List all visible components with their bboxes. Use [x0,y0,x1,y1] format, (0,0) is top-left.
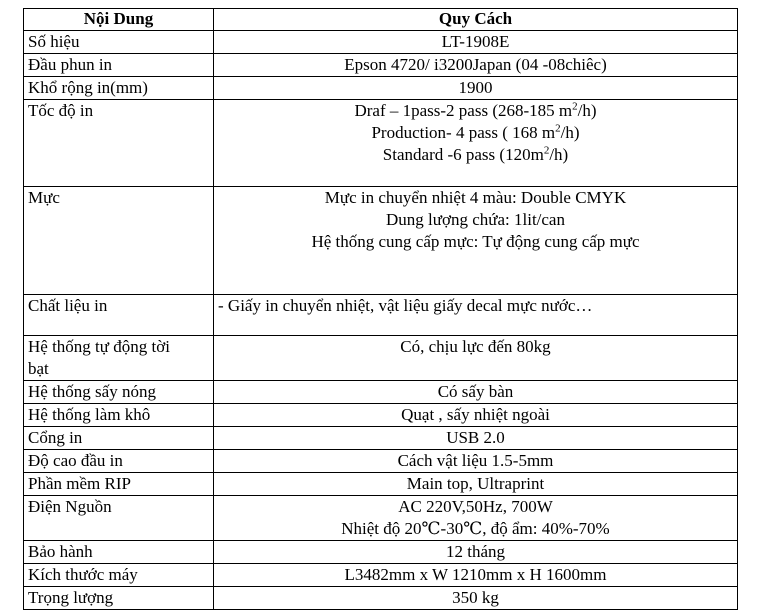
row-label: Cổng in [24,427,214,450]
row-value [214,187,738,295]
ink-line: Dung lượng chứa: 1lit/can [386,210,565,229]
row-value: Main top, Ultraprint [214,473,738,496]
table-row [24,496,738,541]
table-row [24,541,738,564]
row-value: AC 220V,50Hz, 700W Nhiệt độ 20℃-30℃, độ ẩm: 40%-70% [214,496,738,541]
row-label: Số hiệu [24,31,214,54]
row-value: Cách vật liệu 1.5-5mm [214,450,738,473]
ink-line: Hệ thống cung cấp mực: Tự động cung cấp mực [311,232,640,251]
row-value: 350 kg [214,587,738,610]
row-label: Điện Nguồn [24,496,214,541]
table-row [24,31,738,54]
table-row [24,564,738,587]
row-value: Epson 4720/ i3200Japan (04 -08chiêc) [214,54,738,77]
header-content: Nội Dung [24,9,214,31]
row-value: Có sấy bàn [214,381,738,404]
spec-table [23,8,738,610]
speed-standard: Standard -6 pass $(120m^2/h)$ [382,144,569,164]
table-row [24,336,738,381]
speed-draft: Draf – 1pass-2 pass (268-185 $m^2/h$) [354,100,597,120]
table-row [24,450,738,473]
row-label: Đầu phun in [24,54,214,77]
row-label: Tốc độ in [24,100,214,187]
row-label: Hệ thống sấy nóng [24,381,214,404]
row-value [214,100,738,187]
table-row [24,381,738,404]
row-value: Quạt , sấy nhiệt ngoài [214,404,738,427]
row-label: Khổ rộng in(mm) [24,77,214,100]
row-label: Chất liệu in [24,295,214,336]
row-value: - Giấy in chuyển nhiệt, vật liệu giấy decal mực nước… [214,295,738,336]
row-label: Hệ thống làm khô [24,404,214,427]
row-label: Độ cao đầu in [24,450,214,473]
row-label: Kích thước máy [24,564,214,587]
table-row [24,587,738,610]
table-row [24,404,738,427]
table-row [24,100,738,187]
row-label: Hệ thống tự động tời bạt [24,336,214,381]
table-header-row [24,9,738,31]
row-label: Bảo hành [24,541,214,564]
row-value: L3482mm x W 1210mm x H 1600mm [214,564,738,587]
table-row [24,473,738,496]
row-label: Phần mềm RIP [24,473,214,496]
ink-line: Mực in chuyển nhiệt 4 màu: Double CMYK [324,188,627,207]
table-row [24,187,738,295]
table-row [24,77,738,100]
row-value: LT-1908E [214,31,738,54]
row-value: Có, chịu lực đến 80kg [214,336,738,381]
row-value: 12 tháng [214,541,738,564]
header-spec: Quy Cách [214,9,738,31]
row-value: USB 2.0 [214,427,738,450]
table-row [24,54,738,77]
table-row [24,295,738,336]
row-label: Trọng lượng [24,587,214,610]
speed-production: Production- 4 pass ( 168 $m^2/h$) [371,122,580,142]
table-row [24,427,738,450]
row-label: Mực [24,187,214,295]
row-value: 1900 [214,77,738,100]
